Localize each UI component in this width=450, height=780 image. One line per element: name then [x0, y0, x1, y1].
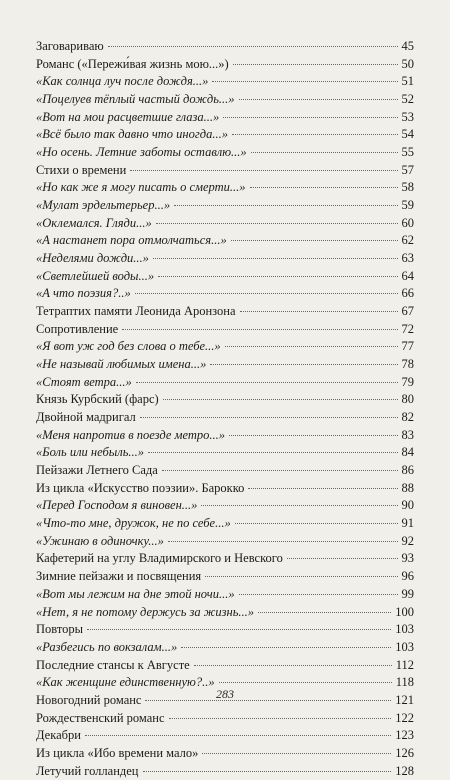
- toc-entry: [36, 621, 414, 639]
- toc-entry: [36, 303, 414, 321]
- toc-entry: [36, 374, 414, 392]
- toc-entry-page: 80: [401, 392, 414, 407]
- toc-entry-title: Из цикла «Искусство поэзии». Барокко: [36, 480, 245, 495]
- dot-leader: [169, 718, 392, 719]
- toc-entry-title: «Но как же я могу писать о смерти...»: [36, 180, 246, 195]
- dot-leader: [156, 223, 398, 224]
- toc-entry-title: Заговариваю: [36, 39, 104, 53]
- toc-entry-title: «Ужинаю в одиночку...»: [36, 533, 164, 548]
- toc-entry-title: Двойной мадригал: [36, 410, 136, 425]
- toc-entry-page: 122: [395, 710, 414, 725]
- toc-entry-page: 88: [401, 480, 414, 495]
- toc-entry-page: 99: [401, 586, 414, 601]
- toc-entry-title: Стихи о времени: [36, 162, 127, 177]
- dot-leader: [122, 329, 397, 330]
- dot-leader: [250, 187, 398, 188]
- toc-entry-title: Кафетерий на углу Владимирского и Невского: [36, 551, 283, 566]
- dot-leader: [153, 258, 398, 259]
- toc-entry: [36, 550, 414, 568]
- toc-entry-title: «Всё было так давно что иногда...»: [36, 127, 228, 142]
- toc-entry-title: «Разбегись по вокзалам...»: [36, 639, 178, 654]
- toc-entry: [36, 73, 414, 91]
- dot-leader: [162, 470, 398, 471]
- toc-entry: [36, 126, 414, 144]
- toc-entry-page: 118: [395, 675, 414, 690]
- toc-entry-page: 72: [401, 321, 414, 336]
- toc-entry: [36, 444, 414, 462]
- dot-leader: [87, 629, 391, 630]
- toc-entry-page: 63: [401, 251, 414, 266]
- dot-leader: [231, 240, 398, 241]
- toc-entry: [36, 515, 414, 533]
- dot-leader: [251, 152, 398, 153]
- toc-entry-page: 62: [401, 233, 414, 248]
- dot-leader: [287, 558, 398, 559]
- toc-entry: [36, 109, 414, 127]
- dot-leader: [201, 505, 397, 506]
- toc-entry-title: Пейзажи Летнего Сада: [36, 463, 158, 478]
- table-of-contents: [36, 38, 414, 780]
- toc-entry-title: Из цикла «Ибо времени мало»: [36, 745, 199, 760]
- dot-leader: [235, 523, 398, 524]
- dot-leader: [130, 170, 397, 171]
- toc-entry-page: 128: [395, 763, 414, 778]
- toc-entry-title: «Светлейшей воды...»: [36, 268, 155, 283]
- toc-entry-title: «Что-то мне, дружок, не по себе...»: [36, 516, 231, 531]
- toc-entry-page: 96: [401, 569, 414, 584]
- toc-entry-title: Сопротивление: [36, 321, 119, 336]
- dot-leader: [174, 205, 397, 206]
- toc-entry-title: «Боль или небыль...»: [36, 445, 145, 460]
- toc-entry: [36, 727, 414, 745]
- toc-entry-page: 84: [401, 445, 414, 460]
- toc-entry-page: 91: [401, 516, 414, 531]
- page-number: 283: [216, 687, 234, 701]
- toc-entry-title: «Как женщине единственную?..»: [36, 675, 215, 690]
- toc-entry-page: 92: [401, 533, 414, 548]
- dot-leader: [136, 382, 398, 383]
- toc-entry: [36, 480, 414, 498]
- toc-entry-title: «Но осень. Летние заботы оставлю...»: [36, 145, 247, 160]
- toc-entry: [36, 215, 414, 233]
- toc-entry-page: 126: [395, 745, 414, 760]
- toc-entry-title: Романс («Пережи́вая жизнь мою...»): [36, 56, 229, 71]
- toc-entry: [36, 162, 414, 180]
- toc-entry-title: «Меня напротив в поезде метро...»: [36, 427, 226, 442]
- toc-entry-page: 86: [401, 463, 414, 478]
- toc-entry-page: 60: [401, 215, 414, 230]
- toc-entry-title: Летучий голландец: [36, 763, 139, 778]
- toc-entry: [36, 232, 414, 250]
- toc-entry: [36, 321, 414, 339]
- toc-entry-page: 54: [401, 127, 414, 142]
- toc-entry: [36, 56, 414, 74]
- toc-entry: [36, 710, 414, 728]
- toc-entry-page: 67: [401, 304, 414, 319]
- toc-entry: [36, 409, 414, 427]
- toc-entry: [36, 197, 414, 215]
- toc-entry: [36, 568, 414, 586]
- toc-entry-title: Тетраптих памяти Леонида Аронзона: [36, 304, 236, 319]
- toc-entry: [36, 356, 414, 374]
- toc-entry: [36, 391, 414, 409]
- toc-entry-title: «Перед Господом я виновен...»: [36, 498, 198, 513]
- toc-entry: [36, 427, 414, 445]
- toc-entry-title: «Нет, я не потому держусь за жизнь...»: [36, 604, 255, 619]
- toc-entry-title: Рождественский романс: [36, 710, 165, 725]
- dot-leader: [168, 541, 398, 542]
- dot-leader: [212, 81, 397, 82]
- toc-entry-title: «Вот на мои расцветшие глаза...»: [36, 109, 220, 124]
- toc-entry: [36, 285, 414, 303]
- toc-entry-page: 103: [395, 639, 414, 654]
- toc-entry-title: Князь Курбский (фарс): [36, 392, 159, 407]
- toc-entry-title: «Мулат эрдельтерьер...»: [36, 198, 171, 213]
- toc-entry-page: 52: [401, 92, 414, 107]
- toc-entry-page: 93: [401, 551, 414, 566]
- toc-entry-title: «А настанет пора отмолчаться...»: [36, 233, 227, 248]
- toc-entry-page: 55: [401, 145, 414, 160]
- toc-entry: [36, 338, 414, 356]
- dot-leader: [232, 134, 398, 135]
- dot-leader: [210, 364, 397, 365]
- dot-leader: [135, 293, 398, 294]
- toc-entry: [36, 604, 414, 622]
- toc-entry-title: «А что поэзия?..»: [36, 286, 131, 301]
- toc-entry-title: «Я вот уж год без слова о тебе...»: [36, 339, 221, 354]
- dot-leader: [239, 99, 398, 100]
- toc-entry-title: «Как солнца луч после дождя...»: [36, 74, 209, 89]
- toc-entry: [36, 763, 414, 780]
- dot-leader: [85, 735, 391, 736]
- toc-entry-page: 53: [401, 109, 414, 124]
- dot-leader: [194, 665, 392, 666]
- toc-entry-title: «Оклемался. Гляди...»: [36, 215, 152, 230]
- toc-entry-page: 121: [395, 692, 414, 707]
- toc-entry: [36, 533, 414, 551]
- toc-entry-page: 64: [401, 268, 414, 283]
- toc-entry-title: Декабри: [36, 728, 81, 743]
- toc-entry-page: 90: [401, 498, 414, 513]
- dot-leader: [205, 576, 397, 577]
- toc-entry: [36, 745, 414, 763]
- toc-entry-page: 57: [401, 162, 414, 177]
- toc-entry-title: Повторы: [36, 622, 84, 637]
- toc-entry-page: 51: [401, 74, 414, 89]
- toc-entry: [36, 268, 414, 286]
- toc-entry-page: 100: [395, 604, 414, 619]
- toc-entry-page: 77: [401, 339, 414, 354]
- dot-leader: [223, 117, 397, 118]
- toc-entry: [36, 144, 414, 162]
- toc-entry-page: 59: [401, 198, 414, 213]
- toc-entry: [36, 91, 414, 109]
- toc-entry-page: 79: [401, 374, 414, 389]
- toc-entry: [36, 250, 414, 268]
- toc-entry-page: 66: [401, 286, 414, 301]
- toc-entry-page: 112: [395, 657, 414, 672]
- dot-leader: [202, 753, 391, 754]
- toc-entry-title: «Вот мы лежим на дне этой ночи...»: [36, 586, 235, 601]
- toc-entry-title: «Не называй любимых имена...»: [36, 357, 207, 372]
- dot-leader: [108, 46, 398, 47]
- toc-entry-title: Зимние пейзажи и посвящения: [36, 569, 202, 584]
- toc-entry: [36, 497, 414, 515]
- dot-leader: [158, 276, 397, 277]
- toc-entry: [36, 179, 414, 197]
- toc-entry-page: 50: [401, 56, 414, 71]
- dot-leader: [143, 771, 392, 772]
- dot-leader: [229, 435, 397, 436]
- toc-entry-page: 45: [401, 39, 414, 53]
- dot-leader: [219, 682, 392, 683]
- toc-entry-page: 82: [401, 410, 414, 425]
- toc-entry-title: Новогодний романс: [36, 692, 142, 707]
- toc-entry-page: 83: [401, 427, 414, 442]
- toc-entry-title: Последние стансы к Августе: [36, 657, 190, 672]
- dot-leader: [140, 417, 398, 418]
- toc-entry-title: «Поцелуев тёплый частый дождь...»: [36, 92, 235, 107]
- toc-entry: [36, 38, 414, 56]
- toc-entry-page: 58: [401, 180, 414, 195]
- toc-entry: [36, 639, 414, 657]
- dot-leader: [240, 311, 398, 312]
- toc-entry-page: 78: [401, 357, 414, 372]
- toc-entry-title: «Неделями дожди...»: [36, 251, 149, 266]
- dot-leader: [258, 612, 391, 613]
- toc-entry: [36, 586, 414, 604]
- dot-leader: [148, 452, 397, 453]
- dot-leader: [181, 647, 391, 648]
- toc-entry-title: «Стоят ветра...»: [36, 374, 132, 389]
- toc-entry: [36, 657, 414, 675]
- toc-entry-page: 123: [395, 728, 414, 743]
- dot-leader: [233, 64, 398, 65]
- dot-leader: [239, 594, 398, 595]
- dot-leader: [225, 346, 398, 347]
- toc-entry: [36, 462, 414, 480]
- dot-leader: [163, 399, 398, 400]
- toc-entry-page: 103: [395, 622, 414, 637]
- dot-leader: [248, 488, 397, 489]
